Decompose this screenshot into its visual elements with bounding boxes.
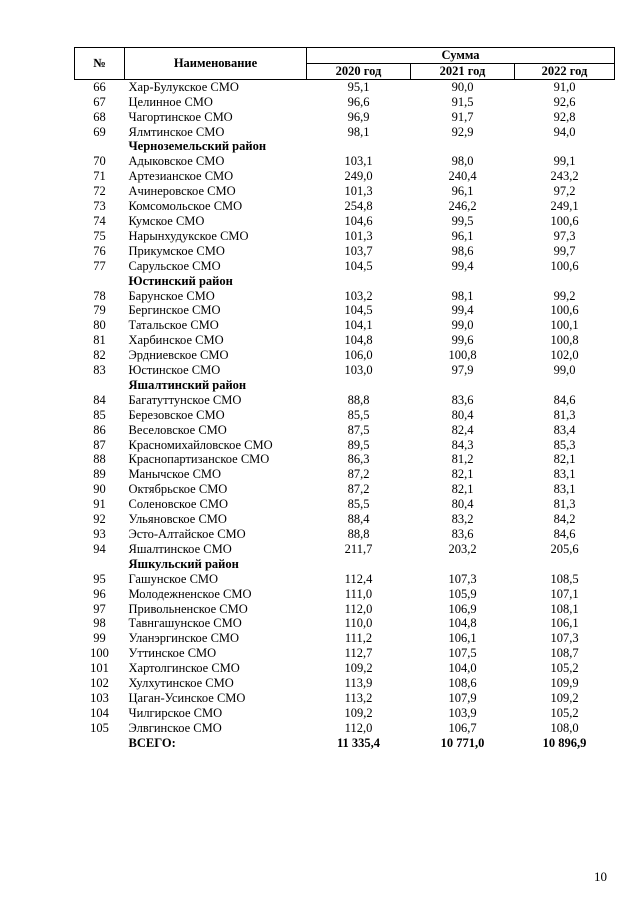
row-number: 76: [93, 243, 106, 258]
value-2022: 91,0: [553, 79, 576, 94]
district-name: Черноземельский район: [128, 139, 267, 154]
row-name: Березовское СМО: [128, 407, 225, 422]
row-number: [75, 557, 125, 572]
value-2021: 91,7: [451, 109, 474, 124]
value-2021: 105,9: [448, 586, 477, 601]
row-number: [75, 736, 125, 751]
row-number: 77: [93, 258, 106, 273]
value-2020: 112,0: [344, 601, 373, 616]
table-row: [75, 289, 615, 304]
value-2021: 203,2: [448, 541, 477, 556]
value-2020: 211,7: [344, 541, 373, 556]
row-number: 68: [93, 109, 106, 124]
table-row: [75, 452, 615, 467]
table-row: [75, 303, 615, 318]
table-row: [75, 393, 615, 408]
row-name: Хулхутинское СМО: [128, 676, 234, 691]
value-2020: 89,5: [347, 437, 370, 452]
table-row: [75, 661, 615, 676]
value-2020: 109,2: [344, 705, 373, 720]
value-2020: 249,0: [344, 169, 373, 184]
row-number: 87: [93, 437, 106, 452]
row-name: Чилгирское СМО: [128, 705, 223, 720]
row-number: 101: [90, 661, 109, 676]
row-name: Цаган-Усинское СМО: [128, 690, 246, 705]
table-row: [75, 602, 615, 617]
value-2022: 99,7: [553, 243, 576, 258]
value-2020: 87,5: [347, 422, 370, 437]
table-row: [75, 318, 615, 333]
row-number: 84: [93, 392, 106, 407]
value-2021: 83,6: [451, 392, 474, 407]
row-name: Татальское СМО: [128, 318, 219, 333]
budget-table: [74, 47, 615, 751]
row-name: Целинное СМО: [128, 94, 213, 109]
value-2021: 246,2: [448, 199, 477, 214]
value-2022: 94,0: [553, 124, 576, 139]
value-2022: 108,0: [550, 720, 579, 735]
value-2022: 100,8: [550, 333, 579, 348]
district-header-row: [75, 557, 615, 572]
table-row: [75, 691, 615, 706]
value-2022: 84,6: [553, 392, 576, 407]
table-row: [75, 259, 615, 274]
value-2022: 107,1: [550, 586, 579, 601]
row-name: Юстинское СМО: [128, 363, 221, 378]
value-2021: 99,4: [451, 303, 474, 318]
table-row: [75, 512, 615, 527]
table-row: [75, 721, 615, 736]
table-row: [75, 95, 615, 110]
value-2022: 100,6: [550, 303, 579, 318]
row-name: Ачинеровское СМО: [128, 184, 236, 199]
value-2020: 109,2: [344, 661, 373, 676]
value-2022: 92,6: [553, 94, 576, 109]
value-2021: 92,9: [451, 124, 474, 139]
value-2022: 205,6: [550, 541, 579, 556]
header-number: №: [75, 48, 125, 80]
value-2020: 86,3: [347, 452, 370, 467]
row-number: 67: [93, 94, 106, 109]
district-name: Юстинский район: [128, 273, 233, 288]
table-row: [75, 497, 615, 512]
row-name: Бергинское СМО: [128, 303, 221, 318]
row-number: 85: [93, 407, 106, 422]
value-2021: 106,9: [448, 601, 477, 616]
value-2020: 101,3: [344, 228, 373, 243]
value-2021: 106,7: [448, 720, 477, 735]
value-2022: 108,5: [550, 571, 579, 586]
table-row: [75, 587, 615, 602]
value-2022: 105,2: [550, 705, 579, 720]
value-2021: 240,4: [448, 169, 477, 184]
table-row: [75, 125, 615, 140]
table-row: [75, 438, 615, 453]
value-2022: 108,7: [550, 646, 579, 661]
value-2020: 103,7: [344, 243, 373, 258]
table-row: [75, 616, 615, 631]
value-2022: 99,2: [553, 288, 576, 303]
header-name: Наименование: [125, 48, 307, 80]
district-name: Яшкульский район: [128, 556, 239, 571]
table-row: [75, 676, 615, 691]
district-header-row: [75, 274, 615, 289]
row-name: Адыковское СМО: [128, 154, 225, 169]
page-number: 10: [594, 869, 607, 884]
value-2020: 103,1: [344, 154, 373, 169]
table-row: [75, 154, 615, 169]
row-number: 102: [90, 676, 109, 691]
value-2020: 112,4: [344, 571, 373, 586]
row-name: Комсомольское СМО: [128, 199, 243, 214]
header-year-2021: 2021 год: [411, 63, 515, 79]
header-year-2020: 2020 год: [307, 63, 411, 79]
row-number: 79: [93, 303, 106, 318]
row-number: 78: [93, 288, 106, 303]
table-row: [75, 199, 615, 214]
row-name: Барунское СМО: [128, 288, 215, 303]
value-2021: 91,5: [451, 94, 474, 109]
row-number: 80: [93, 318, 106, 333]
value-2022: 100,6: [550, 213, 579, 228]
header-sum: Сумма: [307, 48, 615, 64]
row-name: Багатуттунское СМО: [128, 392, 242, 407]
value-2021: 106,1: [448, 631, 477, 646]
table-row: [75, 467, 615, 482]
row-number: 104: [90, 705, 109, 720]
value-2022: 82,1: [553, 452, 576, 467]
row-name: Чагортинское СМО: [128, 109, 233, 124]
row-number: [75, 139, 125, 154]
value-2020: 104,5: [344, 258, 373, 273]
value-2020: 85,5: [347, 407, 370, 422]
row-name: Прикумское СМО: [128, 243, 225, 258]
value-2022: 83,1: [553, 482, 576, 497]
table-row: [75, 706, 615, 721]
row-name: Уттинское СМО: [128, 646, 217, 661]
value-2021: 98,6: [451, 243, 474, 258]
row-number: 83: [93, 363, 106, 378]
value-2022: 100,1: [550, 318, 579, 333]
value-2021: 83,2: [451, 512, 474, 527]
value-2021: 90,0: [451, 79, 474, 94]
value-2021: 80,4: [451, 407, 474, 422]
row-name: Уланэргинское СМО: [128, 631, 240, 646]
row-number: 71: [93, 169, 106, 184]
table-body: [75, 79, 615, 750]
district-name: Яшалтинский район: [128, 377, 247, 392]
row-name: Эсто-Алтайское СМО: [128, 527, 246, 541]
row-name: Сарульское СМО: [128, 258, 221, 273]
row-number: 98: [93, 616, 106, 631]
value-2022: 81,3: [553, 407, 576, 422]
value-2022: 243,2: [550, 169, 579, 184]
value-2020: 95,1: [347, 79, 370, 94]
value-2020: 111,0: [344, 586, 373, 601]
row-name: Яшалтинское СМО: [128, 541, 232, 556]
row-number: 91: [93, 497, 106, 512]
row-name: Гашунское СМО: [128, 571, 219, 586]
total-label: ВСЕГО:: [128, 735, 176, 750]
district-header-row: [75, 139, 615, 154]
row-name: Красномихайловское СМО: [128, 437, 273, 452]
table-row: [75, 110, 615, 125]
total-value-2022: 10 896,9: [542, 735, 587, 750]
value-2022: 84,2: [553, 512, 576, 527]
row-number: 75: [93, 228, 106, 243]
row-name: Краснопартизанское СМО: [128, 452, 270, 467]
value-2020: 103,0: [344, 363, 373, 378]
table-row: [75, 542, 615, 557]
table-row: [75, 229, 615, 244]
row-name: Хартолгинское СМО: [128, 661, 240, 676]
value-2020: 113,2: [344, 690, 373, 705]
value-2022: 97,3: [553, 228, 576, 243]
row-name: Октябрьское СМО: [128, 482, 228, 497]
row-number: 97: [93, 601, 106, 616]
value-2021: 99,4: [451, 258, 474, 273]
value-2022: 102,0: [550, 348, 579, 363]
value-2021: 100,8: [448, 348, 477, 363]
row-number: 105: [90, 720, 109, 735]
value-2021: 82,1: [451, 482, 474, 497]
value-2022: 83,1: [553, 467, 576, 482]
value-2020: 106,0: [344, 348, 373, 363]
row-number: 94: [93, 541, 106, 556]
value-2022: 109,9: [550, 676, 579, 691]
row-name: Хар-Булукское СМО: [128, 79, 239, 94]
row-name: Манычское СМО: [128, 467, 222, 482]
table-row: [75, 348, 615, 363]
value-2022: 83,4: [553, 422, 576, 437]
value-2021: 107,5: [448, 646, 477, 661]
value-2022: 99,0: [553, 363, 576, 378]
value-2021: 97,9: [451, 363, 474, 378]
row-number: 90: [93, 482, 106, 497]
value-2022: 106,1: [550, 616, 579, 631]
row-name: Кумское СМО: [128, 213, 205, 228]
table-row: [75, 423, 615, 438]
row-number: 81: [93, 333, 106, 348]
table-row: [75, 631, 615, 646]
value-2022: 100,6: [550, 258, 579, 273]
value-2021: 103,9: [448, 705, 477, 720]
value-2021: 82,1: [451, 467, 474, 482]
table-row: [75, 527, 615, 542]
row-number: 73: [93, 199, 106, 214]
value-2021: 82,4: [451, 422, 474, 437]
district-header-row: [75, 378, 615, 393]
value-2020: 88,4: [347, 512, 370, 527]
value-2022: 85,3: [553, 437, 576, 452]
header-year-2022: 2022 год: [515, 63, 615, 79]
row-number: [75, 274, 125, 289]
value-2020: 96,9: [347, 109, 370, 124]
value-2020: 104,1: [344, 318, 373, 333]
row-name: Эрдниевское СМО: [128, 348, 229, 363]
table-row: [75, 214, 615, 229]
value-2022: 108,1: [550, 601, 579, 616]
value-2020: 112,7: [344, 646, 373, 661]
row-name: Соленовское СМО: [128, 497, 229, 512]
row-number: 96: [93, 586, 106, 601]
value-2021: 96,1: [451, 228, 474, 243]
value-2020: 104,5: [344, 303, 373, 318]
row-number: 103: [90, 690, 109, 705]
value-2022: 97,2: [553, 184, 576, 199]
value-2020: 110,0: [344, 616, 373, 631]
value-2022: 249,1: [550, 199, 579, 214]
row-number: 86: [93, 422, 106, 437]
value-2021: 83,6: [451, 527, 474, 541]
value-2021: 99,0: [451, 318, 474, 333]
table-row: [75, 169, 615, 184]
table-row: [75, 482, 615, 497]
row-name: Привольненское СМО: [128, 601, 248, 616]
table-row: [75, 646, 615, 661]
row-name: Веселовское СМО: [128, 422, 227, 437]
table-row: [75, 184, 615, 199]
value-2022: 84,6: [553, 527, 576, 541]
value-2022: 92,8: [553, 109, 576, 124]
row-name: Молодежненское СМО: [128, 586, 252, 601]
total-row: [75, 736, 615, 751]
value-2021: 80,4: [451, 497, 474, 512]
value-2021: 98,1: [451, 288, 474, 303]
value-2022: 107,3: [550, 631, 579, 646]
value-2022: 105,2: [550, 661, 579, 676]
row-number: 100: [90, 646, 109, 661]
row-name: Тавнгашунское СМО: [128, 616, 242, 631]
value-2020: 98,1: [347, 124, 370, 139]
value-2021: 99,6: [451, 333, 474, 348]
value-2021: 104,8: [448, 616, 477, 631]
value-2020: 112,0: [344, 720, 373, 735]
row-number: 72: [93, 184, 106, 199]
value-2021: 81,2: [451, 452, 474, 467]
value-2021: 84,3: [451, 437, 474, 452]
value-2021: 98,0: [451, 154, 474, 169]
value-2021: 108,6: [448, 676, 477, 691]
table-row: [75, 363, 615, 378]
table-row: [75, 408, 615, 423]
value-2020: 96,6: [347, 94, 370, 109]
row-number: 69: [93, 124, 106, 139]
table-row: [75, 333, 615, 348]
value-2021: 107,3: [448, 571, 477, 586]
value-2020: 103,2: [344, 288, 373, 303]
value-2022: 81,3: [553, 497, 576, 512]
value-2020: 111,2: [344, 631, 373, 646]
table-row: [75, 572, 615, 587]
value-2021: 96,1: [451, 184, 474, 199]
row-number: [75, 378, 125, 393]
value-2022: 109,2: [550, 690, 579, 705]
table-row: [75, 79, 615, 94]
row-number: 88: [93, 452, 106, 467]
value-2021: 99,5: [451, 213, 474, 228]
value-2020: 85,5: [347, 497, 370, 512]
row-name: Ульяновское СМО: [128, 512, 227, 527]
value-2020: 88,8: [347, 527, 370, 541]
value-2020: 87,2: [347, 482, 370, 497]
row-number: 74: [93, 213, 106, 228]
row-name: Элвгинское СМО: [128, 720, 222, 735]
value-2021: 104,0: [448, 661, 477, 676]
row-number: 82: [93, 348, 106, 363]
value-2020: 104,6: [344, 213, 373, 228]
table-row: [75, 244, 615, 259]
value-2020: 87,2: [347, 467, 370, 482]
row-number: 92: [93, 512, 106, 527]
value-2020: 104,8: [344, 333, 373, 348]
value-2021: 107,9: [448, 690, 477, 705]
value-2020: 113,9: [344, 676, 373, 691]
row-number: 99: [93, 631, 106, 646]
row-number: 93: [93, 527, 106, 541]
value-2020: 254,8: [344, 199, 373, 214]
total-value-2020: 11 335,4: [336, 735, 381, 750]
total-value-2021: 10 771,0: [440, 735, 485, 750]
value-2020: 101,3: [344, 184, 373, 199]
row-number: 70: [93, 154, 106, 169]
value-2022: 99,1: [553, 154, 576, 169]
value-2020: 88,8: [347, 392, 370, 407]
row-name: Артезианское СМО: [128, 169, 234, 184]
row-number: 66: [93, 79, 106, 94]
row-name: Харбинское СМО: [128, 333, 224, 348]
row-name: Ялмтинское СМО: [128, 124, 225, 139]
row-number: 95: [93, 571, 106, 586]
row-name: Нарынхудукское СМО: [128, 228, 249, 243]
row-number: 89: [93, 467, 106, 482]
